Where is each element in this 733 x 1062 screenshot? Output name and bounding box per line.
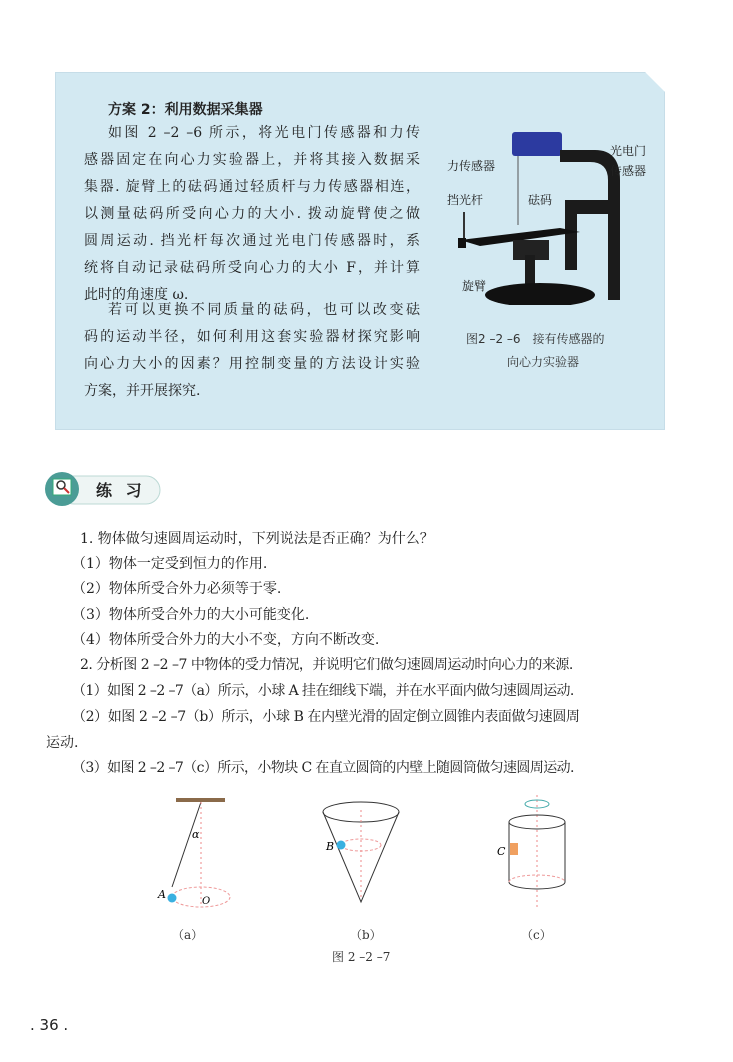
- box-line: 圆周运动. 挡光杆每次通过光电门传感器时，系: [84, 233, 420, 249]
- figure-caption-2: 向心力实验器: [507, 355, 580, 369]
- exercise-line: （2）物体所受合外力必须等于零.: [72, 581, 282, 597]
- exercise-line: （3）物体所受合外力的大小可能变化.: [72, 607, 310, 623]
- subcaption-a: （a）: [172, 928, 204, 942]
- label-a: A: [158, 888, 166, 901]
- box-line: 向心力大小的因素？用控制变量的方法设计实验: [84, 356, 420, 372]
- exercise-line: （2）如图 2 –2 –7（b）所示，小球 B 在内壁光滑的固定倒立圆锥内表面做匀速圆周: [72, 709, 580, 725]
- box-line: 感器固定在向心力实验器上，并将其接入数据采: [84, 152, 420, 168]
- block-c: [510, 843, 518, 855]
- box-line: 此时的角速度 ω.: [84, 287, 189, 303]
- exercise-line: （1）物体一定受到恒力的作用.: [72, 556, 268, 572]
- label-weight: 砝码: [528, 193, 553, 207]
- exercise-line: （1）如图 2 –2 –7（a）所示，小球 A 挂在细线下端，并在水平面内做匀速圆周运动.: [72, 683, 574, 699]
- label-rod: 挡光杆: [447, 193, 484, 207]
- box-line: 码的运动半径，如何利用这套实验器材探究影响: [84, 329, 420, 345]
- box-line: 如图 2 –2 –6 所示，将光电门传感器和力传: [108, 125, 420, 141]
- exercise-line: （4）物体所受合外力的大小不变，方向不断改变.: [72, 632, 380, 648]
- box-line: 若可以更换不同质量的砝码，也可以改变砝: [108, 302, 420, 318]
- label-o: O: [202, 896, 211, 907]
- label-arm: 旋臂: [462, 279, 487, 293]
- label-photogate: 光电门: [610, 144, 647, 158]
- figure-caption-227: 图 2 –2 –7: [332, 950, 391, 964]
- label-alpha: α: [192, 828, 200, 841]
- exercise-line: 1. 物体做匀速圆周运动时，下列说法是否正确？为什么？: [80, 531, 434, 547]
- ball-b: [337, 841, 346, 850]
- ceiling: [176, 798, 225, 802]
- label-photogate-2: 传感器: [610, 164, 647, 178]
- exercise-title: 练 习: [96, 481, 146, 500]
- plan-heading: 方案 2：利用数据采集器: [108, 102, 263, 118]
- exercise-line: 2. 分析图 2 –2 –7 中物体的受力情况，并说明它们做匀速圆周运动时向心力的来源.: [80, 657, 573, 673]
- figure-caption: 图2 –2 –6 接有传感器的: [466, 332, 605, 346]
- page-number: . 36 .: [30, 1016, 69, 1034]
- box-line: 方案，并开展探究.: [84, 383, 201, 399]
- subcaption-c: （c）: [521, 928, 552, 942]
- label-force-sensor: 力传感器: [447, 159, 496, 173]
- box-line: 统将自动记录砝码所受向心力的大小 F，并计算: [84, 260, 420, 276]
- figure-2-2-7: [150, 790, 580, 920]
- exercise-line: （3）如图 2 –2 –7（c）所示，小物块 C 在直立圆筒的内壁上随圆筒做匀速圆周运动.: [72, 760, 574, 776]
- exercise-badge: [44, 472, 162, 506]
- box-line: 以测量砝码所受向心力的大小. 拨动旋臂使之做: [84, 206, 420, 222]
- box-line: 集器. 旋臂上的砝码通过轻质杆与力传感器相连，: [84, 179, 420, 195]
- exercise-line: 运动.: [46, 735, 79, 751]
- ball-a: [168, 894, 177, 903]
- subcaption-b: （b）: [350, 928, 382, 942]
- label-b: B: [326, 840, 335, 853]
- label-c: C: [497, 845, 506, 858]
